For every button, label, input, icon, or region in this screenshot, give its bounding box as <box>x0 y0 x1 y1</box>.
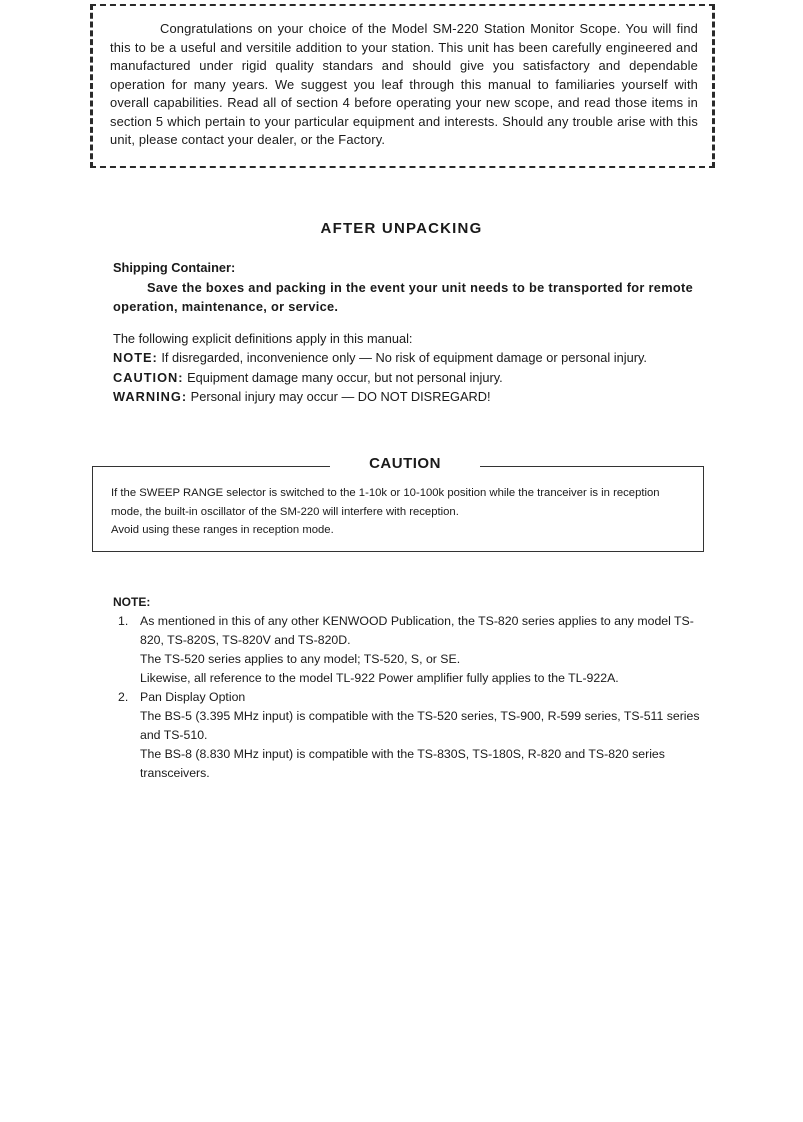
caution-box <box>92 466 704 552</box>
note-line: The BS-5 (3.395 MHz input) is compatible with the TS-520 series, TS-900, R-599 series, TS-511 series and TS-510. <box>140 709 700 742</box>
list-number: 2. <box>118 690 129 704</box>
section-heading: AFTER UNPACKING <box>320 220 483 237</box>
list-item <box>118 612 703 688</box>
definition-label: CAUTION: <box>113 369 184 385</box>
definition-caution <box>113 369 693 388</box>
definition-text: Personal injury may occur — DO NOT DISREGARD! <box>190 389 491 404</box>
definition-label: NOTE: <box>113 350 158 365</box>
caution-text-2: Avoid using these ranges in reception mode. <box>111 524 334 536</box>
shipping-text: Save the boxes and packing in the event your unit needs to be transported for remote operation, maintenance, or service. <box>113 280 693 314</box>
list-item <box>118 688 703 783</box>
definitions-list <box>113 349 693 407</box>
note-line: Pan Display Option <box>140 690 246 704</box>
note-line: As mentioned in this of any other KENWOOD Publication, the TS-820 series applies to any model TS-820, TS-820S, TS-820V and TS-820D. <box>140 614 694 647</box>
note-line: The TS-520 series applies to any model; TS-520, S, or SE. <box>140 652 461 666</box>
definition-warning <box>113 388 693 407</box>
shipping-label: Shipping Container: <box>113 260 236 275</box>
intro-box <box>90 4 715 168</box>
note-line: The BS-8 (8.830 MHz input) is compatible with the TS-830S, TS-180S, R-820 and TS-820 series transceivers. <box>140 747 665 780</box>
list-number: 1. <box>118 614 129 628</box>
definition-text: Equipment damage many occur, but not personal injury. <box>187 369 503 385</box>
definition-label: WARNING: <box>113 389 188 404</box>
note-line: Likewise, all reference to the model TL-922 Power amplifier fully applies to the TL-922A. <box>140 671 619 685</box>
intro-paragraph: Congratulations on your choice of the Model SM-220 Station Monitor Scope. You will find this to be a useful and versitile addition to your station. This unit has been carefully engineered and manufactured under rigid quality standars and should give you satisfactory and dependable operation for many years. We suggest you leaf through this manual to familiaries yourself with overall capabilities. Read all of section 4 before operating your new scope, and read those items in section 5 which pertain to your particular equipment and interests. Should any trouble arise with this unit, please contact your dealer, or the Factory. <box>110 21 698 147</box>
definitions-intro: The following explicit definitions apply in this manual: <box>113 331 413 346</box>
notes-list <box>118 612 703 783</box>
caution-text: If the SWEEP RANGE selector is switched to the 1-10k or 10-100k position while the tranceiver is in reception mode, the built-in oscillator of the SM-220 will interfere with reception. <box>111 487 660 518</box>
definition-text: If disregarded, inconvenience only — No risk of equipment damage or personal injury. <box>161 350 647 365</box>
notes-label: NOTE: <box>113 595 151 609</box>
definition-note <box>113 349 693 368</box>
caution-title: CAUTION <box>330 455 480 472</box>
